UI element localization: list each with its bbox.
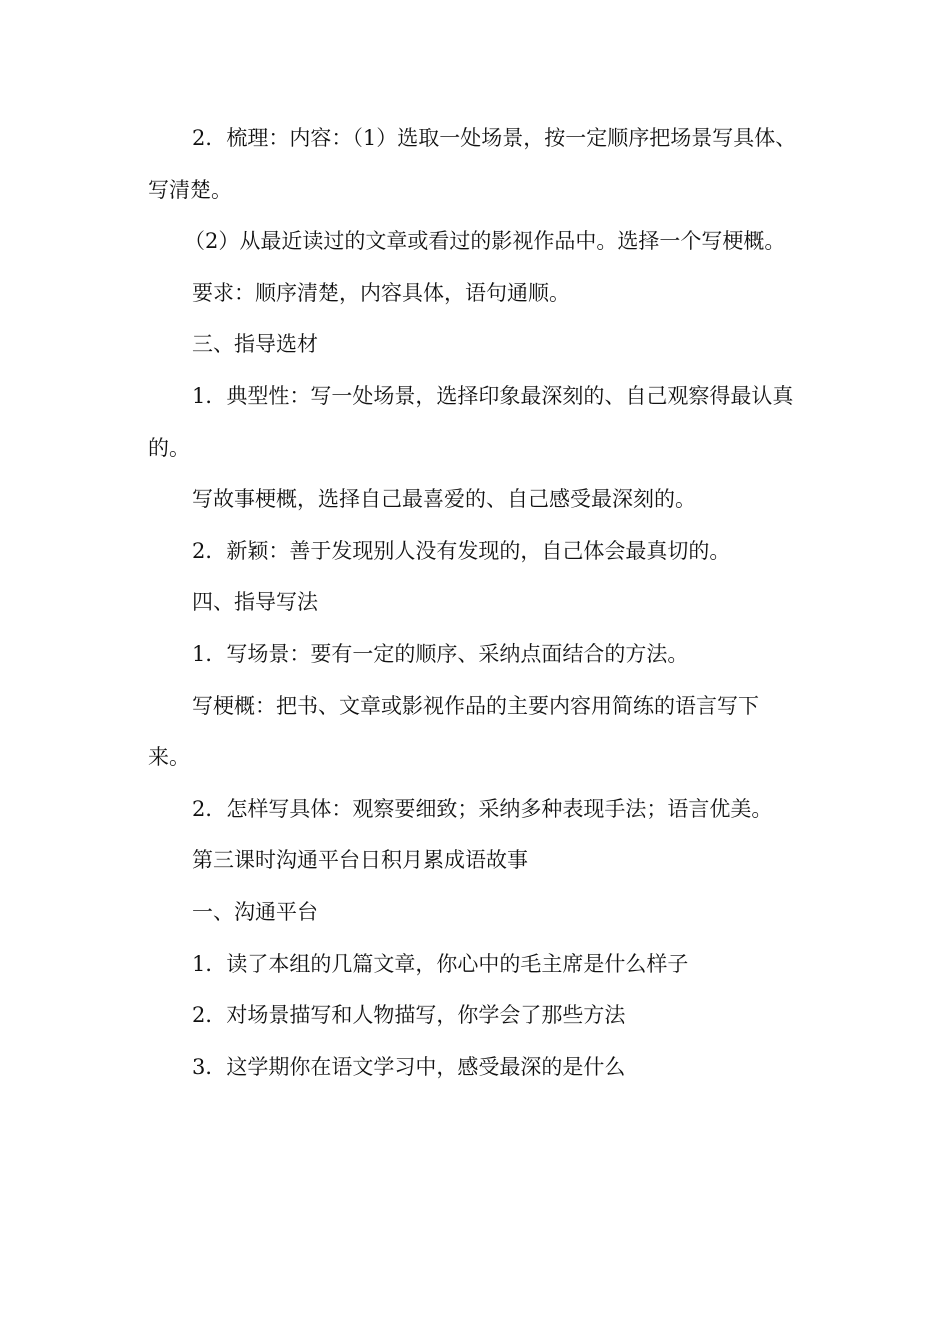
paragraph-write-scene: 1．写场景：要有一定的顺序、采纳点面结合的方法。 [192,641,689,666]
paragraph-outline-item-2: （2）从最近读过的文章或看过的影视作品中。选择一个写梗概。 [184,229,786,254]
paragraph-requirements: 要求：顺序清楚，内容具体，语句通顺。 [192,280,570,305]
section-heading-third-lesson: 第三课时沟通平台日积月累成语故事 [192,848,528,873]
question-item-3: 3．这学期你在语文学习中，感受最深的是什么 [192,1054,626,1079]
question-item-1: 1．读了本组的几篇文章，你心中的毛主席是什么样子 [192,951,689,976]
section-heading-writing-method: 四、指导写法 [192,590,318,615]
paragraph-novelty: 2．新颖：善于发现别人没有发现的，自己体会最真切的。 [192,538,731,563]
paragraph-story-summary-choice: 写故事梗概，选择自己最喜爱的、自己感受最深刻的。 [192,487,696,512]
section-heading-material-selection: 三、指导选材 [192,332,318,357]
paragraph-typicality: 1．典型性：写一处场景，选择印象最深刻的、自己观察得最认真的。 [148,383,794,460]
paragraph-outline-content: 2．梳理：内容：（1）选取一处场景，按一定顺序把场景写具体、写清楚。 [148,126,797,202]
section-heading-communication-platform: 一、沟通平台 [192,899,318,924]
paragraph-write-summary: 写梗概：把书、文章或影视作品的主要内容用简练的语言写下来。 [148,693,759,770]
question-item-2: 2．对场景描写和人物描写，你学会了那些方法 [192,1003,626,1028]
document-body [148,113,800,1093]
paragraph-write-concretely: 2．怎样写具体：观察要细致；采纳多种表现手法；语言优美。 [192,796,773,821]
